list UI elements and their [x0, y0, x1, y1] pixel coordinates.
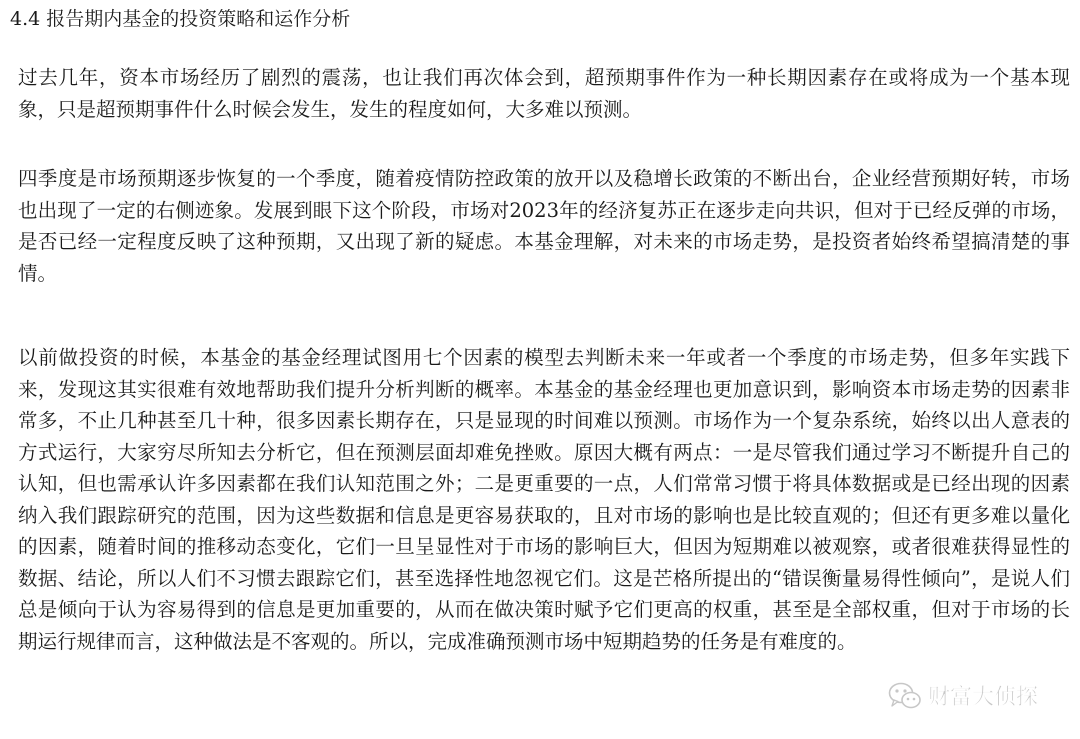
watermark-text: 财富大侦探	[927, 685, 1038, 710]
paragraph-1: 过去几年，资本市场经历了剧烈的震荡，也让我们再次体会到，超预期事件作为一种长期因素存在或将成为一个基本现象，只是超预期事件什么时候会发生，发生的程度如何，大多难以预测。	[18, 66, 1070, 121]
section-heading: 4.4 报告期内基金的投资策略和运作分析	[10, 8, 351, 30]
watermark	[888, 680, 1038, 711]
wechat-icon	[888, 682, 922, 710]
paragraph-2: 四季度是市场预期逐步恢复的一个季度，随着疫情防控政策的放开以及稳增长政策的不断出台，企业经营预期好转，市场也出现了一定的右侧迹象。发展到眼下这个阶段，市场对2023年的经济复苏正在逐步走向共识，但对于已经反弹的市场，是否已经一定程度反映了这种预期，又出现了新的疑虑。本基金理解，对未来的市场走势，是投资者始终希望搞清楚的事情。	[18, 167, 1070, 285]
paragraph-3: 以前做投资的时候，本基金的基金经理试图用七个因素的模型去判断未来一年或者一个季度的市场走势，但多年实践下来，发现这其实很难有效地帮助我们提升分析判断的概率。本基金的基金经理也更加意识到，影响资本市场走势的因素非常多，不止几种甚至几十种，很多因素长期存在，只是显现的时间难以预测。市场作为一个复杂系统，始终以出人意表的方式运行，大家穷尽所知去分析它，但在预测层面却难免挫败。原因大概有两点：一是尽管我们通过学习不断提升自己的认知，但也需承认许多因素都在我们认知范围之外；二是更重要的一点，人们常常习惯于将具体数据或是已经出现的因素纳入我们跟踪研究的范围，因为这些数据和信息是更容易获取的，且对市场的影响也是比较直观的；但还有更多难以量化的因素，随着时间的推移动态变化，它们一旦呈显性对于市场的影响巨大，但因为短期难以被观察，或者很难获得显性的数据、结论，所以人们不习惯去跟踪它们，甚至选择性地忽视它们。这是芒格所提出的“错误衡量易得性倾向”，是说人们总是倾向于认为容易得到的信息是更加重要的，从而在做决策时赋予它们更高的权重，甚至是全部权重，但对于市场的长期运行规律而言，这种做法是不客观的。所以，完成准确预测市场中短期趋势的任务是有难度的。	[18, 346, 1070, 653]
